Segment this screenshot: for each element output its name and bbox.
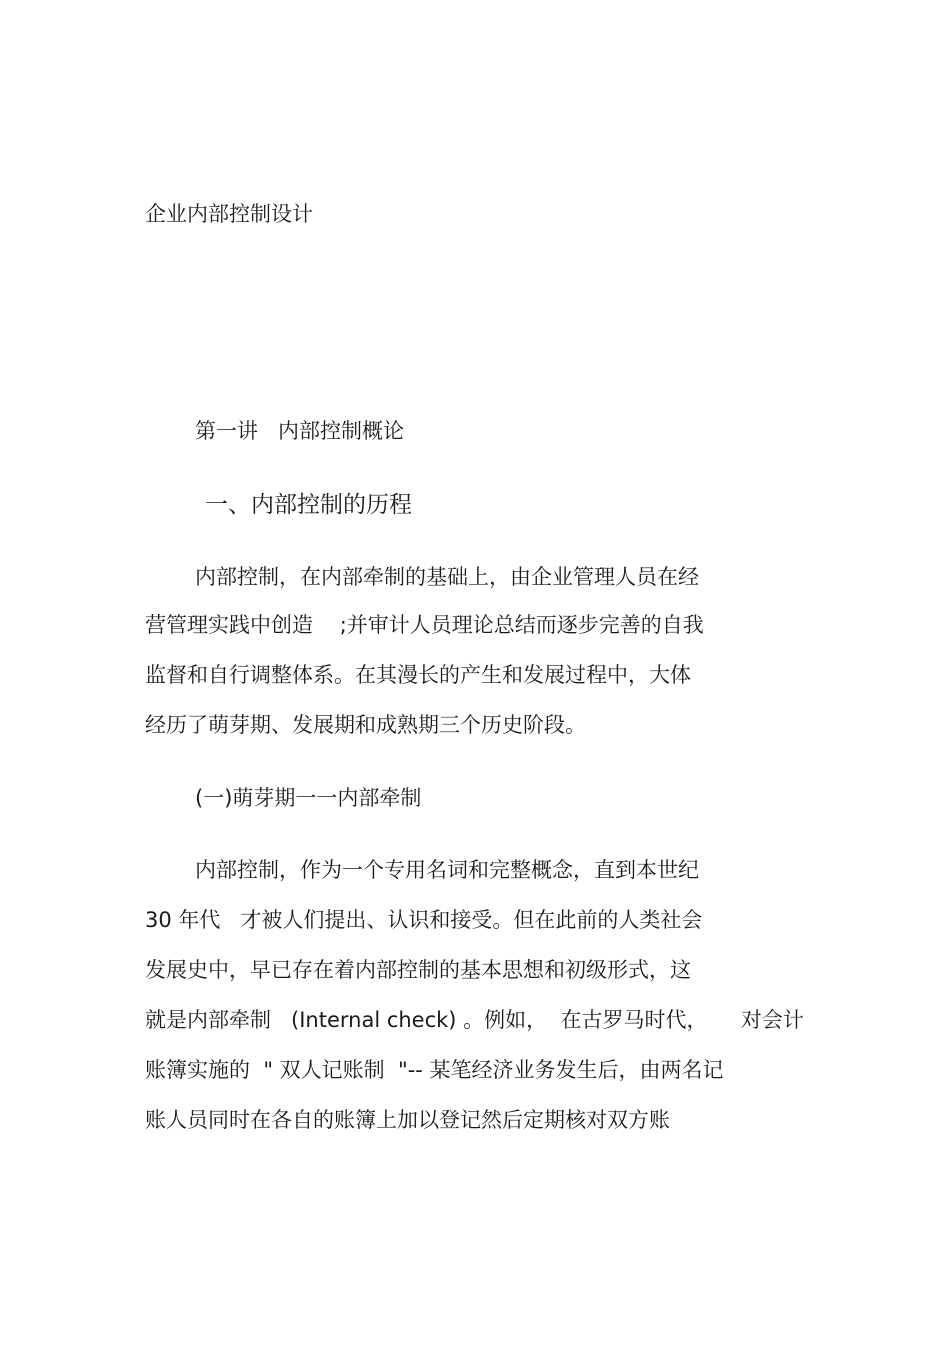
paragraph-line: 发展史中，早已存在着内部控制的基本思想和初级形式，这 [145,958,691,982]
paragraph-line: 账簿实施的 " 双人记账制 "-- 某笔经济业务发生后，由两名记 [145,1058,724,1082]
paragraph-line: 监督和自行调整体系。在其漫长的产生和发展过程中，大体 [145,663,691,687]
document-title: 企业内部控制设计 [145,202,313,226]
paragraph-line: 30 年代 才被人们提出、认识和接受。但在此前的人类社会 [145,908,703,932]
paragraph-line: 经历了萌芽期、发展期和成熟期三个历史阶段。 [145,713,586,737]
paragraph-line: 内部控制，在内部牵制的基础上，由企业管理人员在经 [195,565,699,589]
paragraph-line: 内部控制，作为一个专用名词和完整概念，直到本世纪 [195,858,699,882]
section-heading: 一、内部控制的历程 [205,492,412,518]
paragraph-line: 就是内部牵制 (Internal check) 。例如， 在古罗马时代， 对会计 [145,1008,804,1032]
subsection-heading: (一)萌芽期一一内部牵制 [195,786,422,810]
paragraph-line: 营管理实践中创造 ;并审计人员理论总结而逐步完善的自我 [145,613,704,637]
lecture-heading: 第一讲 内部控制概论 [195,419,405,443]
paragraph-line: 账人员同时在各自的账簿上加以登记然后定期核对双方账 [145,1108,670,1132]
